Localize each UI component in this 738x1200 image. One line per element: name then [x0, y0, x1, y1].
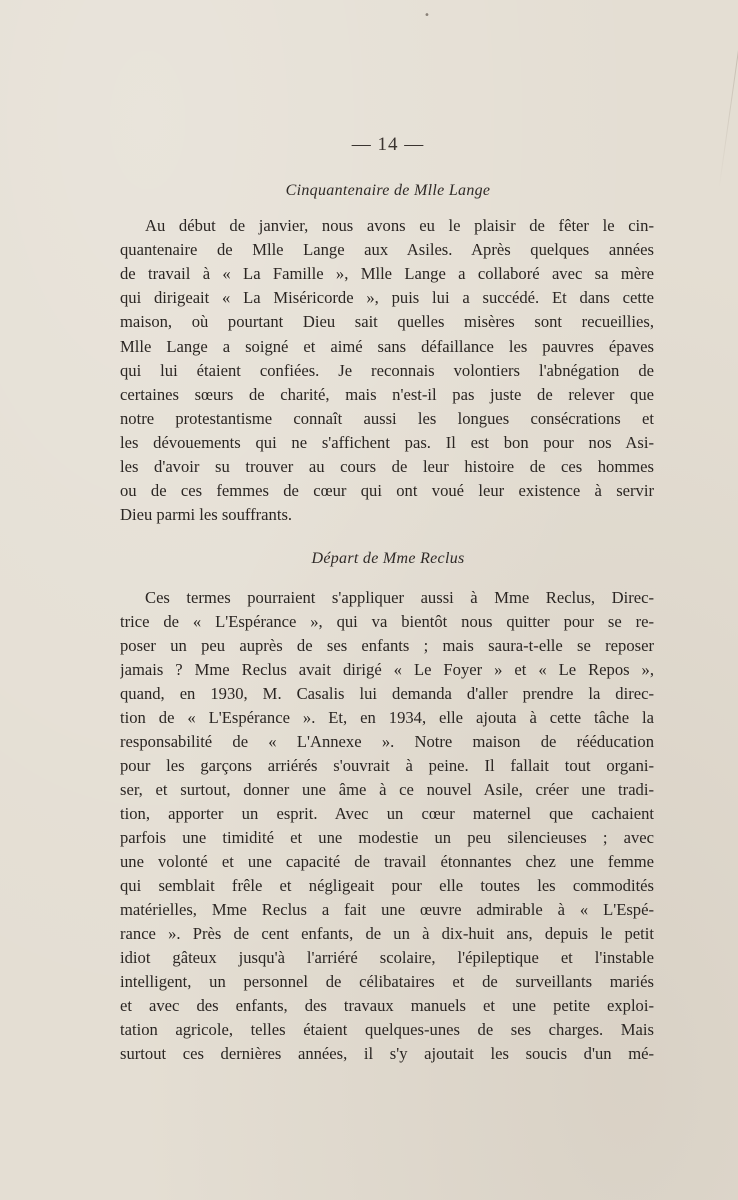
text-line: responsabilité de « L'Annexe ». Notre maison de rééducation	[120, 732, 654, 751]
section-title-depart: Départ de Mme Reclus	[311, 550, 465, 567]
text-line: matérielles, Mme Reclus a fait une œuvre admirable à « L'Espé-	[120, 900, 654, 919]
text-line: quantenaire de Mlle Lange aux Asiles. Après quelques années	[120, 240, 654, 259]
text-line: Mlle Lange a soigné et aimé sans défaillance les pauvres épaves	[120, 337, 654, 356]
text-line: intelligent, un personnel de célibataires et de surveillants mariés	[120, 972, 654, 991]
text-line: surtout ces dernières années, il s'y ajoutait les soucis d'un mé-	[120, 1044, 654, 1063]
paper-speck: •	[424, 10, 430, 21]
text-line: trice de « L'Espérance », qui va bientôt nous quitter pour se re-	[120, 612, 654, 631]
text-line: qui semblait frêle et négligeait pour elle toutes les commodités	[120, 876, 654, 895]
text-line: les d'avoir su trouver au cours de leur histoire de ces hommes	[120, 457, 654, 476]
text-line: rance ». Près de cent enfants, de un à dix-huit ans, depuis le petit	[120, 924, 654, 943]
text-line: qui lui étaient confiées. Je reconnais volontiers l'abnégation de	[120, 361, 654, 380]
text-line: notre protestantisme connaît aussi les longues consécrations et	[120, 409, 654, 428]
text-line: une volonté et une capacité de travail étonnantes chez une femme	[120, 852, 654, 871]
text-line: ser, et surtout, donner une âme à ce nouvel Asile, créer une tradi-	[120, 780, 654, 799]
text-line: Ces termes pourraient s'appliquer aussi à Mme Reclus, Direc-	[145, 588, 654, 607]
text-line: pour les garçons arriérés s'ouvrait à peine. Il fallait tout organi-	[120, 756, 654, 775]
text-line: de travail à « La Famille », Mlle Lange a collaboré avec sa mère	[120, 264, 654, 283]
text-line: quand, en 1930, M. Casalis lui demanda d'aller prendre la direc-	[120, 684, 654, 703]
text-line: tation agricole, telles étaient quelques-unes de ses charges. Mais	[120, 1020, 654, 1039]
text-line: et avec des enfants, des travaux manuels et une petite exploi-	[120, 996, 654, 1015]
page-number: — 14 —	[351, 134, 425, 155]
text-line: certaines sœurs de charité, mais n'est-il pas juste de relever que	[120, 385, 654, 404]
text-line: poser un peu auprès de ses enfants ; mais saura-t-elle se reposer	[120, 636, 654, 655]
text-line: les dévouements qui ne s'affichent pas. Il est bon pour nos Asi-	[120, 433, 654, 452]
text-line: tion, apporter un esprit. Avec un cœur maternel que cachaient	[120, 804, 654, 823]
text-line: parfois une timidité et une modestie un peu silencieuses ; avec	[120, 828, 654, 847]
text-line: idiot gâteux jusqu'à l'arriéré scolaire, l'épileptique et l'instable	[120, 948, 654, 967]
text-line: jamais ? Mme Reclus avait dirigé « Le Foyer » et « Le Repos »,	[120, 660, 654, 679]
paper-edge-mark	[718, 11, 738, 189]
text-line: Dieu parmi les souffrants.	[120, 505, 293, 524]
text-line: qui dirigeait « La Miséricorde », puis lui a succédé. Et dans cette	[120, 288, 654, 307]
section-title-cinquantenaire: Cinquantenaire de Mlle Lange	[285, 182, 491, 199]
text-line: tion de « L'Espérance ». Et, en 1934, elle ajouta à cette tâche la	[120, 708, 654, 727]
text-line: Au début de janvier, nous avons eu le plaisir de fêter le cin-	[145, 216, 654, 235]
text-line: ou de ces femmes de cœur qui ont voué leur existence à servir	[120, 481, 654, 500]
text-line: maison, où pourtant Dieu sait quelles misères sont recueillies,	[120, 312, 654, 331]
